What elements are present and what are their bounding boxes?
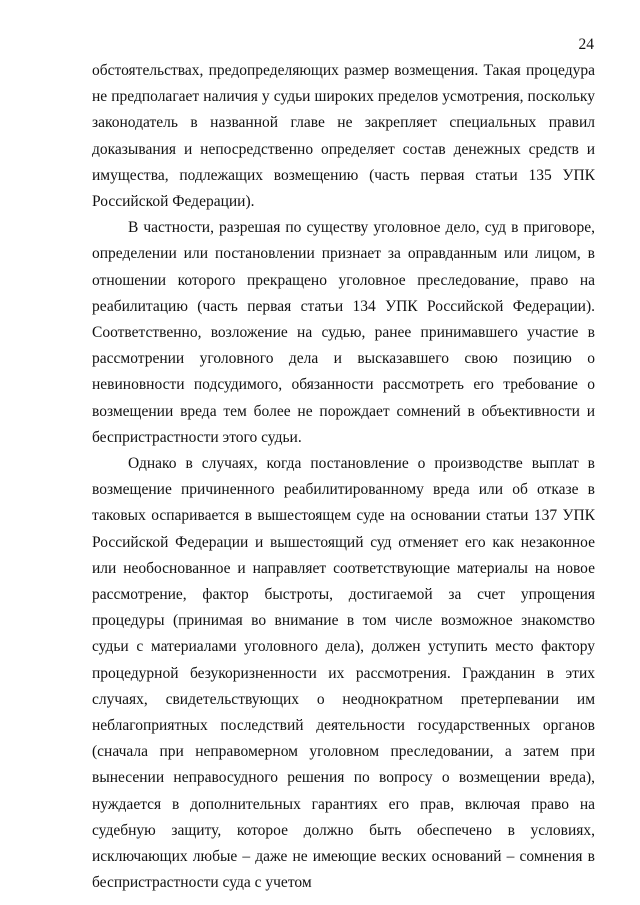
document-body	[92, 58, 595, 897]
paragraph: В частности, разрешая по существу уголовное дело, суд в приговоре, определении или постановлении признает за оправданным или лицом, в отношении которого прекращено уголовное преследование, право на реабилитацию (часть первая статьи 134 УПК Российской Федерации). Соответственно, возложение на судью, ранее принимавшего участие в рассмотрении уголовного дела и высказавшего свою позицию о невиновности подсудимого, обязанности рассмотреть его требование о возмещении вреда тем более не порождает сомнений в объективности и беспристрастности этого судьи.	[92, 219, 595, 446]
paragraph: Однако в случаях, когда постановление о производстве выплат в возмещение причиненного реабилитированному вреда или об отказе в таковых оспаривается в вышестоящем суде на основании статьи 137 УПК Российской Федерации и вышестоящий суд отменяет его как незаконное или необоснованное и направляет соответствующие материалы на новое рассмотрение, фактор быстроты, достигаемой за счет упрощения процедуры (принимая во внимание в том числе возможное знакомство судьи с материалами уголовного дела), должен уступить место фактору процедурной безукоризненности их рассмотрения. Гражданин в этих случаях, свидетельствующих о неоднократном претерпевании им неблагоприятных последствий деятельности государственных органов (сначала при неправомерном уголовном преследовании, а затем при вынесении неправосудного решения по вопросу о возмещении вреда), нуждается в дополнительных гарантиях его прав, включая право на судебную защиту, которое должно быть обеспечено в условиях, исключающих любые – даже не имеющие веских оснований – сомнения в беспристрастности суда с учетом	[92, 455, 595, 892]
paragraph-continuation: обстоятельствах, предопределяющих размер возмещения. Такая процедура не предполагает наличия у судьи широких пределов усмотрения, поскольку законодатель в названной главе не закрепляет специальных правил доказывания и непосредственно определяет состав денежных средств и имущества, подлежащих возмещению (часть первая статьи 135 УПК Российской Федерации).	[92, 62, 595, 211]
page-number: 24	[578, 36, 594, 53]
